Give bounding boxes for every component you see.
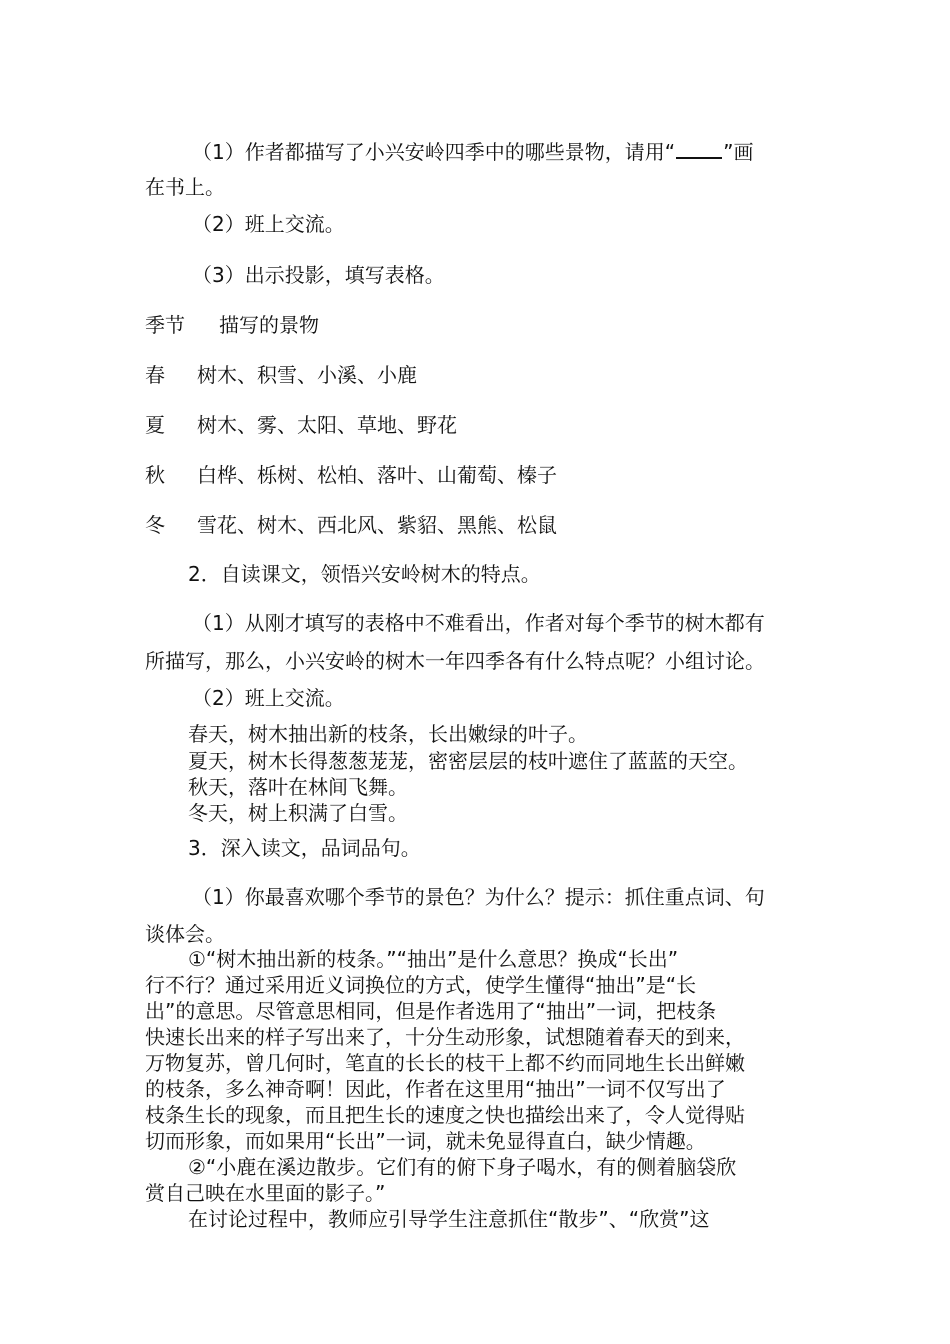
answer-spring: 春天，树木抽出新的枝条，长出嫩绿的叶子。 (188, 722, 588, 746)
paragraph-1-line: 行不行？通过采用近义词换位的方式，使学生懂得“抽出”是“长 (145, 973, 697, 997)
table-cell-scenery: 树木、积雪、小溪、小鹿 (197, 363, 417, 387)
answer-winter: 冬天，树上积满了白雪。 (188, 801, 408, 825)
section-3-heading: 3．深入读文，品词品句。 (188, 836, 421, 860)
table-row (145, 415, 457, 435)
paragraph-2-line: ②“小鹿在溪边散步。它们有的俯下身子喝水，有的侧着脑袋欣 (188, 1155, 737, 1179)
paragraph-1-line: 万物复苏，曾几何时，笔直的长长的枝干上都不约而同地生长出鲜嫩 (145, 1051, 745, 1075)
question-2: （2）班上交流。 (192, 212, 345, 236)
underline-blank (676, 141, 722, 159)
section-2-question-1-line-2: 所描写，那么，小兴安岭的树木一年四季各有什么特点呢？小组讨论。 (145, 649, 765, 673)
question-1-line-1 (192, 141, 753, 162)
table-row (145, 365, 417, 385)
table-header-scenery: 描写的景物 (219, 313, 319, 337)
section-2-question-1-line-1: （1）从刚才填写的表格中不难看出，作者对每个季节的树木都有 (192, 611, 765, 635)
section-2-question-2: （2）班上交流。 (192, 686, 345, 710)
table-cell-season: 秋 (145, 463, 165, 487)
table-cell-scenery: 雪花、树木、西北风、紫貂、黑熊、松鼠 (197, 513, 557, 537)
question-1-line-2: 在书上。 (145, 175, 225, 199)
table-row (145, 515, 557, 535)
table-cell-season: 冬 (145, 513, 165, 537)
paragraph-1-line: 枝条生长的现象，而且把生长的速度之快也描绘出来了，令人觉得贴 (145, 1103, 745, 1127)
table-header-season: 季节 (145, 313, 185, 337)
table-cell-season: 春 (145, 363, 165, 387)
paragraph-1-line: 切而形象，而如果用“长出”一词，就未免显得直白，缺少情趣。 (145, 1129, 706, 1153)
section-3-question-1-line-2: 谈体会。 (145, 922, 225, 946)
paragraph-2-line: 赏自己映在水里面的影子。” (145, 1181, 386, 1205)
question-1-text-after: ”画 (723, 140, 754, 164)
table-header (145, 315, 319, 335)
question-1-text-before: （1）作者都描写了小兴安岭四季中的哪些景物，请用“ (192, 140, 676, 164)
answer-summer: 夏天，树木长得葱葱茏茏，密密层层的枝叶遮住了蓝蓝的天空。 (188, 749, 748, 773)
table-cell-scenery: 白桦、栎树、松柏、落叶、山葡萄、榛子 (197, 463, 557, 487)
table-row (145, 465, 557, 485)
paragraph-1-line: ①“树木抽出新的枝条。”“抽出”是什么意思？换成“长出” (188, 947, 679, 971)
table-cell-season: 夏 (145, 413, 165, 437)
paragraph-3-line: 在讨论过程中，教师应引导学生注意抓住“散步”、“欣赏”这 (188, 1207, 710, 1231)
answer-autumn: 秋天，落叶在林间飞舞。 (188, 775, 408, 799)
section-3-question-1-line-1: （1）你最喜欢哪个季节的景色？为什么？提示：抓住重点词、句 (192, 885, 765, 909)
question-3: （3）出示投影，填写表格。 (192, 263, 445, 287)
section-2-heading: 2．自读课文，领悟兴安岭树木的特点。 (188, 562, 541, 586)
table-cell-scenery: 树木、雾、太阳、草地、野花 (197, 413, 457, 437)
paragraph-1-line: 出”的意思。尽管意思相同，但是作者选用了“抽出”一词，把枝条 (145, 999, 717, 1023)
paragraph-1-line: 快速长出来的样子写出来了，十分生动形象，试想随着春天的到来， (145, 1025, 745, 1049)
paragraph-1-line: 的枝条，多么神奇啊！因此，作者在这里用“抽出”一词不仅写出了 (145, 1077, 726, 1101)
